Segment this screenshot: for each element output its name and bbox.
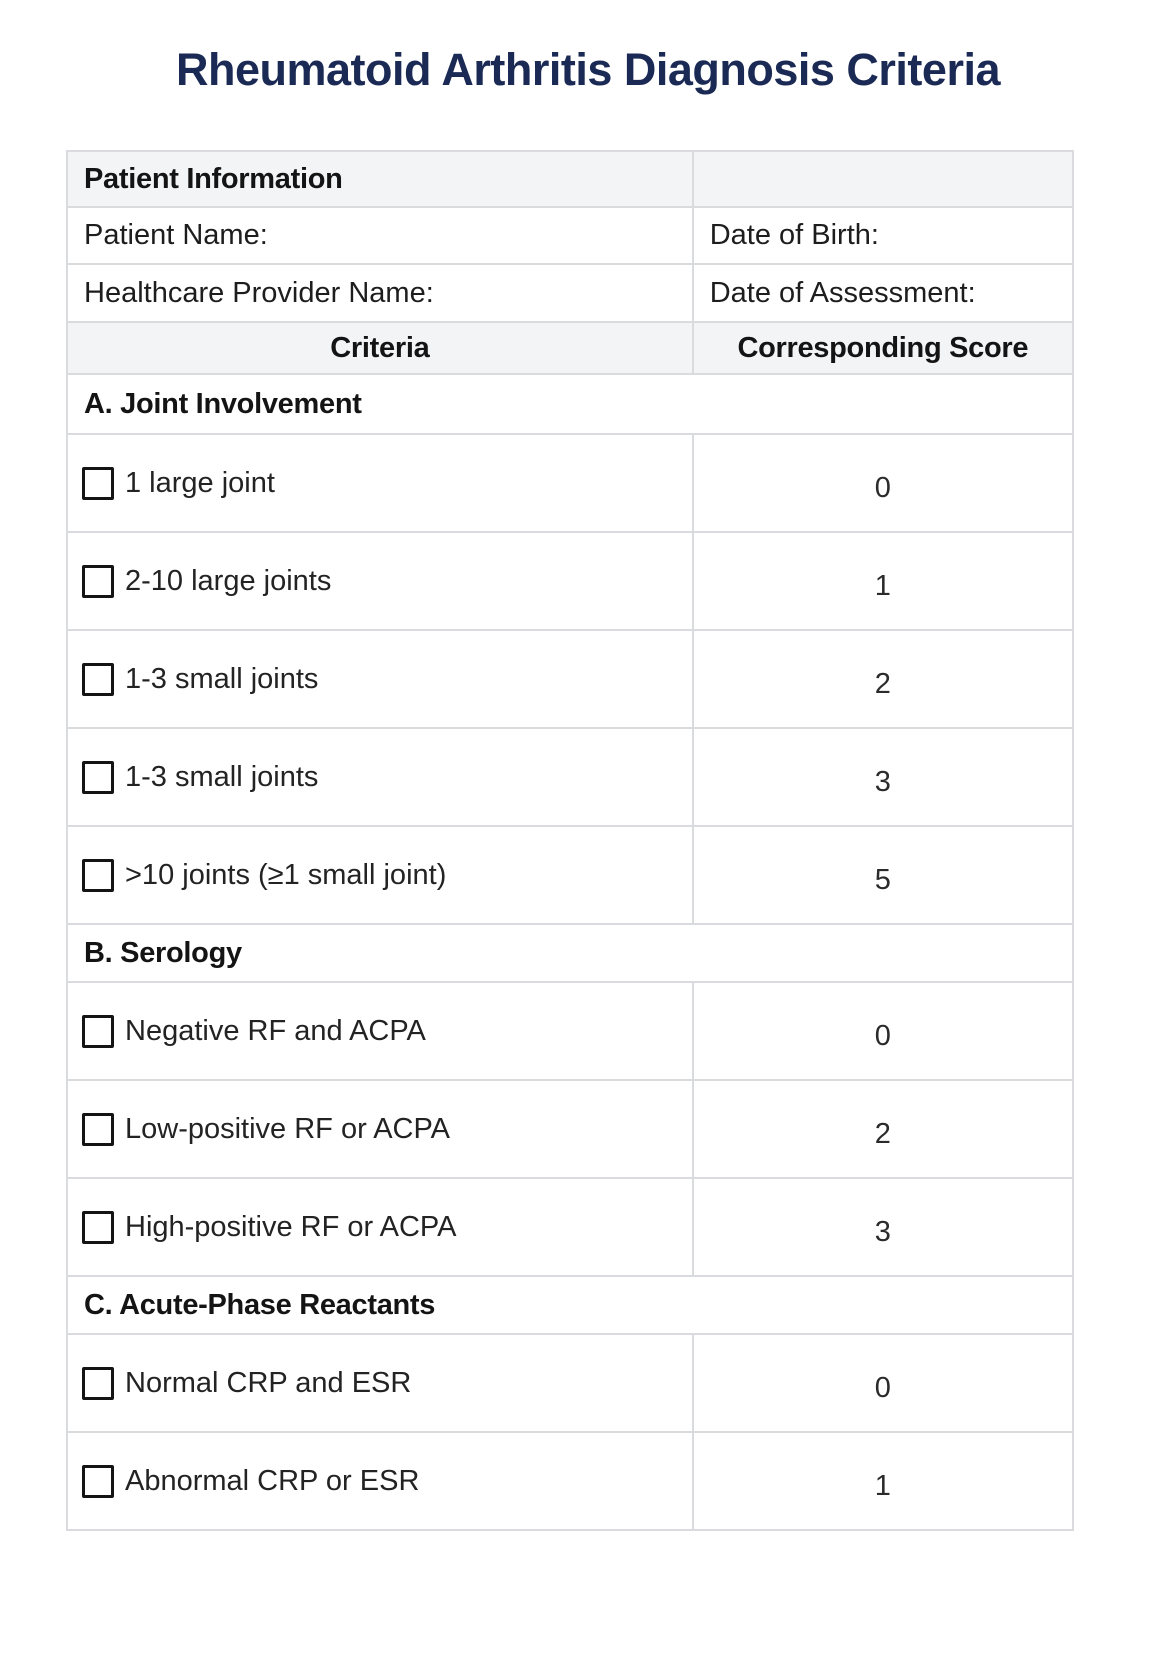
criterion-score: 1 <box>693 532 1073 630</box>
criterion-score: 5 <box>693 826 1073 924</box>
criterion-cell <box>67 1080 693 1178</box>
section-header-row-c <box>67 1276 1073 1334</box>
criteria-column-header: Criteria <box>67 322 693 374</box>
criterion-row-c2 <box>67 1432 1073 1530</box>
criterion-cell <box>67 1432 693 1530</box>
criterion-row-c1 <box>67 1334 1073 1432</box>
criterion-row-a5 <box>67 826 1073 924</box>
criterion-label: 1-3 small joints <box>125 760 319 793</box>
criterion-label: Low-positive RF or ACPA <box>125 1112 451 1145</box>
section-header-c: C. Acute-Phase Reactants <box>67 1276 1073 1334</box>
diagnosis-criteria-table <box>66 150 1074 1531</box>
criterion-checkbox[interactable] <box>82 761 114 794</box>
criterion-label: High-positive RF or ACPA <box>125 1210 457 1243</box>
patient-info-header-empty-cell <box>693 151 1073 207</box>
criterion-row-b2 <box>67 1080 1073 1178</box>
section-header-a: A. Joint Involvement <box>67 374 1073 434</box>
criterion-label: 1-3 small joints <box>125 662 319 695</box>
section-header-row-b <box>67 924 1073 982</box>
patient-info-row-2 <box>67 264 1073 322</box>
criterion-cell <box>67 532 693 630</box>
criterion-checkbox[interactable] <box>82 859 114 892</box>
criterion-checkbox[interactable] <box>82 1211 114 1244</box>
criterion-label: Negative RF and ACPA <box>125 1014 426 1047</box>
criterion-cell <box>67 630 693 728</box>
criterion-label: 1 large joint <box>125 466 275 499</box>
criterion-row-a2 <box>67 532 1073 630</box>
criterion-checkbox[interactable] <box>82 565 114 598</box>
score-column-header: Corresponding Score <box>693 322 1073 374</box>
criterion-score: 2 <box>693 630 1073 728</box>
section-header-row-a <box>67 374 1073 434</box>
criterion-cell <box>67 434 693 532</box>
criterion-cell <box>67 826 693 924</box>
provider-name-label: Healthcare Provider Name: <box>67 264 693 322</box>
criterion-label: Normal CRP and ESR <box>125 1366 412 1399</box>
criterion-row-a3 <box>67 630 1073 728</box>
criterion-label: >10 joints (≥1 small joint) <box>125 858 447 891</box>
criterion-checkbox[interactable] <box>82 467 114 500</box>
document-page <box>0 44 1176 1674</box>
criterion-cell <box>67 982 693 1080</box>
section-header-b: B. Serology <box>67 924 1073 982</box>
criterion-row-a4 <box>67 728 1073 826</box>
date-of-birth-label: Date of Birth: <box>693 207 1073 264</box>
assessment-date-label: Date of Assessment: <box>693 264 1073 322</box>
criterion-label: 2-10 large joints <box>125 564 332 597</box>
criterion-checkbox[interactable] <box>82 663 114 696</box>
criterion-score: 3 <box>693 728 1073 826</box>
patient-info-header-cell: Patient Information <box>67 151 693 207</box>
criterion-score: 1 <box>693 1432 1073 1530</box>
criterion-score: 0 <box>693 1334 1073 1432</box>
page-title: Rheumatoid Arthritis Diagnosis Criteria <box>176 44 1000 95</box>
criterion-score: 0 <box>693 434 1073 532</box>
criterion-cell <box>67 1334 693 1432</box>
patient-name-label: Patient Name: <box>67 207 693 264</box>
criterion-checkbox[interactable] <box>82 1465 114 1498</box>
criterion-checkbox[interactable] <box>82 1015 114 1048</box>
criterion-score: 2 <box>693 1080 1073 1178</box>
criterion-row-a1 <box>67 434 1073 532</box>
criterion-label: Abnormal CRP or ESR <box>125 1464 420 1497</box>
patient-info-row-1 <box>67 207 1073 264</box>
criterion-row-b3 <box>67 1178 1073 1276</box>
criteria-columns-header-row <box>67 322 1073 374</box>
criterion-cell <box>67 728 693 826</box>
patient-info-header-row <box>67 151 1073 207</box>
criterion-checkbox[interactable] <box>82 1367 114 1400</box>
criterion-checkbox[interactable] <box>82 1113 114 1146</box>
criterion-row-b1 <box>67 982 1073 1080</box>
criterion-score: 3 <box>693 1178 1073 1276</box>
criterion-cell <box>67 1178 693 1276</box>
criterion-score: 0 <box>693 982 1073 1080</box>
